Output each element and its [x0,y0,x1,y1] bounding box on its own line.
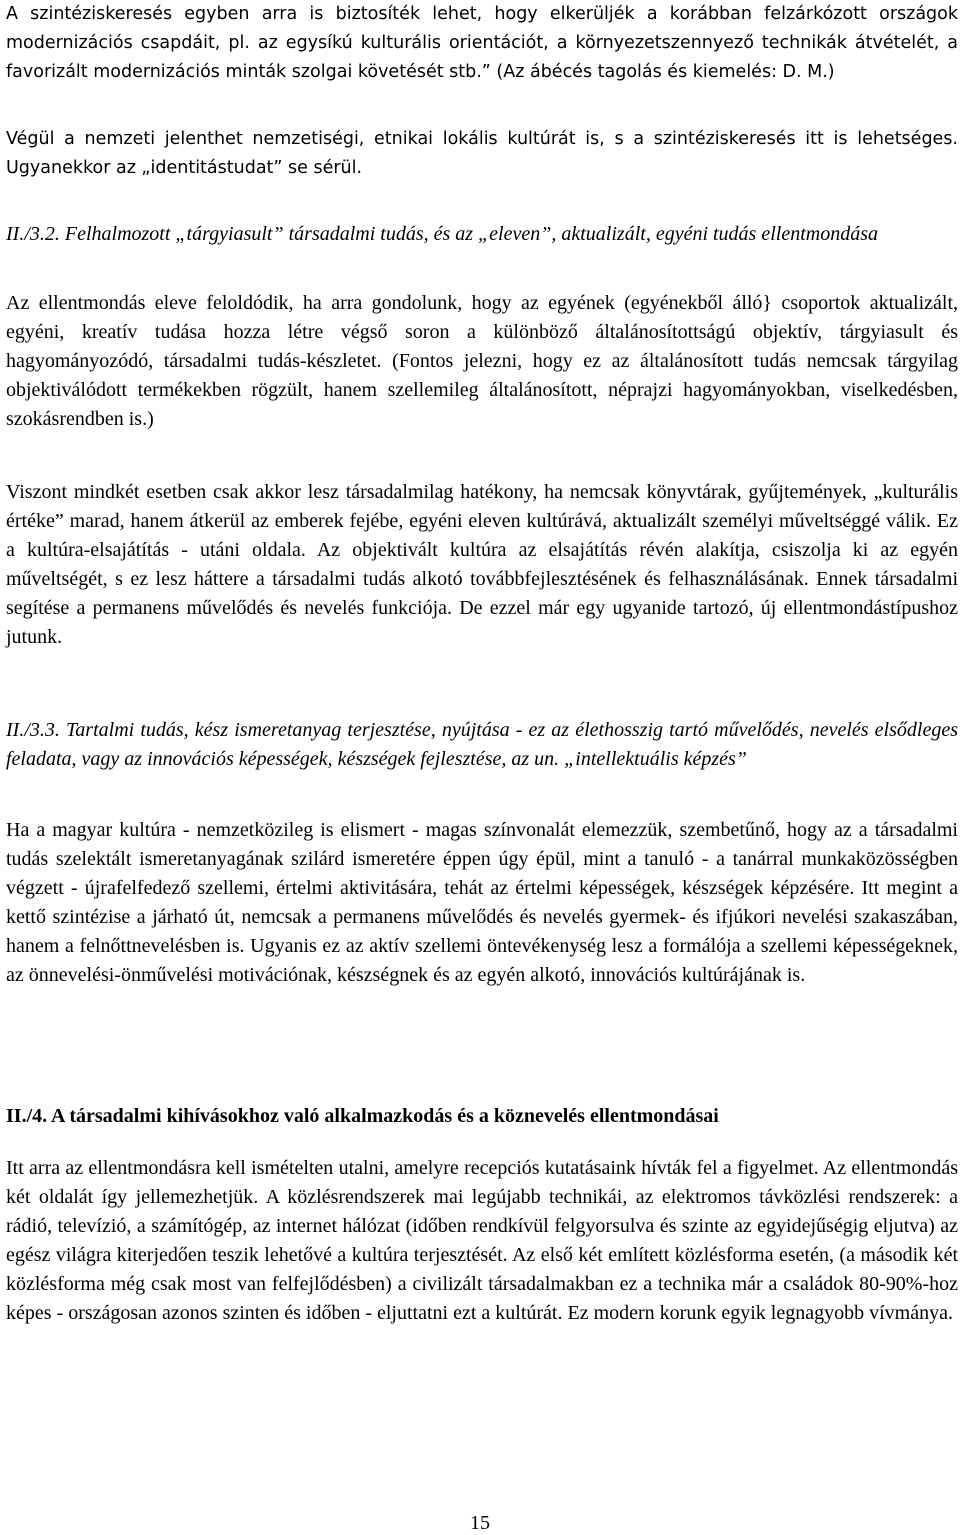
paragraph-szinteziskereses: A szintéziskeresés egyben arra is biztosíték lehet, hogy elkerüljék a korábban felzárkózott országok modernizációs csapdáit, pl. az egysíkú kulturális orientációt, a környezetszennyező technikák átvételét, a favorizált modernizációs minták szolgai követését stb.” (Az ábécés tagolás és kiemelés: D. M.) [6,4,958,82]
section-heading-3-3: II./3.3. Tartalmi tudás, kész ismeretanyag terjesztése, nyújtása - ez az élethosszig tartó művelődés, nevelés elsődleges feladata, vagy az innovációs képességek, készségek fejlesztése, az un. „intellektuális képzés” [6,719,958,770]
section-heading-4: II./4. A társadalmi kihívásokhoz való alkalmazkodás és a köznevelés ellentmondásai [6,1105,719,1127]
paragraph-viszont-mindket: Viszont mindkét esetben csak akkor lesz társadalmilag hatékony, ha nemcsak könyvtárak, gyűjtemények, „kulturális értéke” marad, hanem átkerül az emberek fejébe, egyéni eleven kultúrává, aktualizált személyi műveltséggé válik. Ez a kultúra-elsajátítás - utáni oldala. Az objektivált kultúra az elsajátítás révén alakítja, csiszolja ki az egyén műveltségét, s ez lesz háttere a társadalmi tudás alkotó továbbfejlesztésének és felhasználásának. Ennek társadalmi segítése a permanens művelődés és nevelés funkciója. De ezzel már egy ugyanide tartozó, új ellentmondástípushoz jutunk. [6,481,958,648]
page-number: 15 [470,1512,490,1534]
section-heading-3-2: II./3.2. Felhalmozott „tárgyiasult” társadalmi tudás, és az „eleven”, aktualizált, egyéni tudás ellentmondása [6,223,878,245]
paragraph-magyar-kultura: Ha a magyar kultúra - nemzetközileg is elismert - magas színvonalát elemezzük, szembetűnő, hogy az a társadalmi tudás szelektált ismeretanyagának szilárd ismeretére éppen úgy épül, mint a tanuló - a tanárral munkaközösségben végzett - újrafelfedező szellemi, értelmi aktivitására, tehát az értelmi képességek, készségek képzésére. Itt megint a kettő szintézise a járható út, nemcsak a permanens művelődés és nevelés gyermek- és ifjúkori nevelési szakaszában, hanem a felnőttnevelésben is. Ugyanis ez az aktív szellemi öntevékenység lesz a formálója a szellemi képességeknek, az önnevelési-önművelési motivációnak, készségnek és az egyén alkotó, innovációs kultúrájának is. [6,819,958,986]
paragraph-vegul-nemzeti: Végül a nemzeti jelenthet nemzetiségi, etnikai lokális kultúrát is, s a szintéziskeresés itt is lehetséges. Ugyanekkor az „identitástudat” se sérül. [6,129,958,178]
paragraph-itt-arra: Itt arra az ellentmondásra kell ismételten utalni, amelyre recepciós kutatásaink hívták fel a figyelmet. Az ellentmondás két oldalát így jellemezhetjük. A közlésrendszerek mai legújabb technikái, az elektromos távközlési rendszerek: a rádió, televízió, a számítógép, az internet hálózat (időben rendkívül felgyorsulva és szinte az egyidejűségig eljutva) az egész világra kiterjedően teszik lehetővé a kultúra terjesztését. Az első két említett közlésforma esetén, (a második két közlésforma még csak most van felfejlődésben) a civilizált társadalmakban ez a technika már a családok 80-90%-hoz képes - országosan azonos szinten és időben - eljuttatni ezt a kultúrát. Ez modern korunk egyik legnagyobb vívmánya. [6,1157,958,1324]
paragraph-ellentmondas-feloldodik: Az ellentmondás eleve feloldódik, ha arra gondolunk, hogy az egyének (egyénekből álló} csoportok aktualizált, egyéni, kreatív tudása hozza létre végső soron a különböző általánosítottságú objektív, tárgyiasult és hagyományozódó, társadalmi tudás-készletet. (Fontos jelezni, hogy ez az általánosított tudás nemcsak tárgyilag objektiválódott termékekben rögzült, hanem szellemileg általánosított, néprajzi hagyományokban, viselkedésben, szokásrendben is.) [6,292,958,430]
